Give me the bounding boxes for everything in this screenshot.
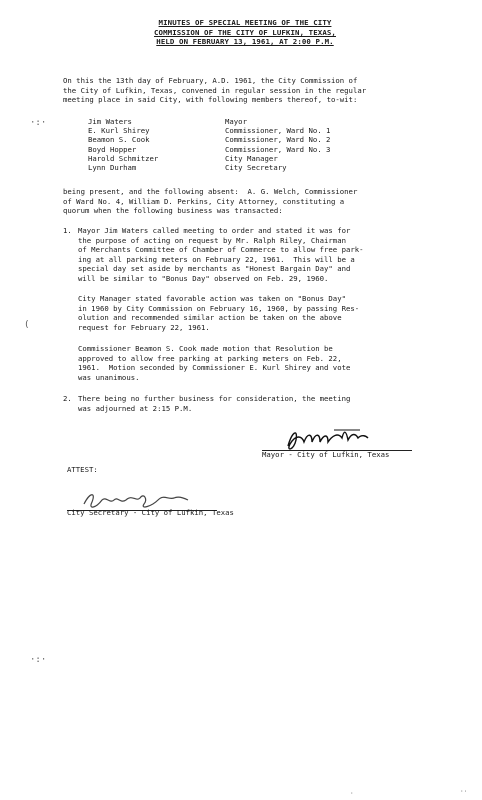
absent-paragraph: being present, and the following absent: A. G. Welch, Commissioner of Ward No. 4, William D. Perkins, City Attorney, constituting a quorum when the following business was transacted: [63, 187, 358, 216]
heading-line-2: COMMISSION OF THE CITY OF LUFKIN, TEXAS, [154, 27, 336, 37]
member-role: Commissioner, Ward No. 2 [225, 135, 331, 145]
item-2-paragraph: There being no further business for consideration, the meeting was adjourned at 2:15 P.M. [78, 394, 351, 413]
minutes-heading [110, 18, 380, 47]
intro-paragraph: On this the 13th day of February, A.D. 1961, the City Commission of the City of Lufkin, Texas, convened in regular session in the regular meeting place in said City, with following members thereof, to-wit: [63, 76, 367, 105]
margin-mark: ·:· [30, 118, 47, 128]
member-row [88, 126, 330, 135]
member-role: Commissioner, Ward No. 1 [225, 126, 331, 136]
member-row [88, 135, 330, 144]
members-roster [88, 117, 330, 172]
item-2-number: 2. [63, 394, 72, 403]
member-name: Harold Schmitzer [88, 153, 159, 163]
member-row [88, 145, 330, 154]
margin-mark: ( [24, 320, 30, 330]
mayor-title: Mayor - City of Lufkin, Texas [262, 450, 390, 459]
item-1-paragraph-2: City Manager stated favorable action was taken on "Bonus Day" in 1960 by City Commission on February 16, 1960, by passing Res- olution and recommended similar action be taken on the above request for February 22, 1961. [78, 294, 360, 332]
item-1-number: 1. [63, 226, 72, 235]
member-role: Commissioner, Ward No. 3 [225, 144, 331, 154]
member-name: Lynn Durham [88, 162, 137, 172]
member-name: Jim Waters [88, 117, 132, 126]
item-1-paragraph-1: Mayor Jim Waters called meeting to order and stated it was for the purpose of acting on request by Mr. Ralph Riley, Chairman of Merchants Committee of Chamber of Commerce to allow free park- ing at all parking meters on February 22, 1961. This will be a special day set aside by merchants as "Honest Bargain Day" and will be similar to "Bonus Day" observed on Feb. 29, 1960. [78, 226, 364, 283]
margin-mark: · [350, 790, 354, 797]
member-row [88, 163, 330, 172]
city-secretary-title: City Secretary - City of Lufkin, Texas [67, 508, 234, 517]
member-role: City Secretary [225, 162, 287, 172]
heading-line-1: MINUTES OF SPECIAL MEETING OF THE CITY [158, 18, 332, 27]
member-row [88, 117, 330, 126]
item-1-paragraph-3: Commissioner Beamon S. Cook made motion that Resolution be approved to allow free parking at parking meters on Feb. 22, 1961. Motion seconded by Commissioner E. Kurl Shirey and vote was unanimous. [78, 344, 351, 382]
heading-line-3: HELD ON FEBRUARY 13, 1961, AT 2:00 P.M. [156, 37, 334, 47]
margin-mark: ·:· [30, 655, 47, 665]
member-name: Boyd Hopper [88, 144, 137, 154]
member-row [88, 154, 330, 163]
member-role: City Manager [225, 153, 278, 163]
member-name: Beamon S. Cook [88, 135, 150, 145]
member-role: Mayor [225, 117, 247, 126]
member-name: E. Kurl Shirey [88, 126, 150, 136]
attest-label: ATTEST: [67, 465, 98, 474]
margin-mark: ·· [460, 788, 468, 795]
